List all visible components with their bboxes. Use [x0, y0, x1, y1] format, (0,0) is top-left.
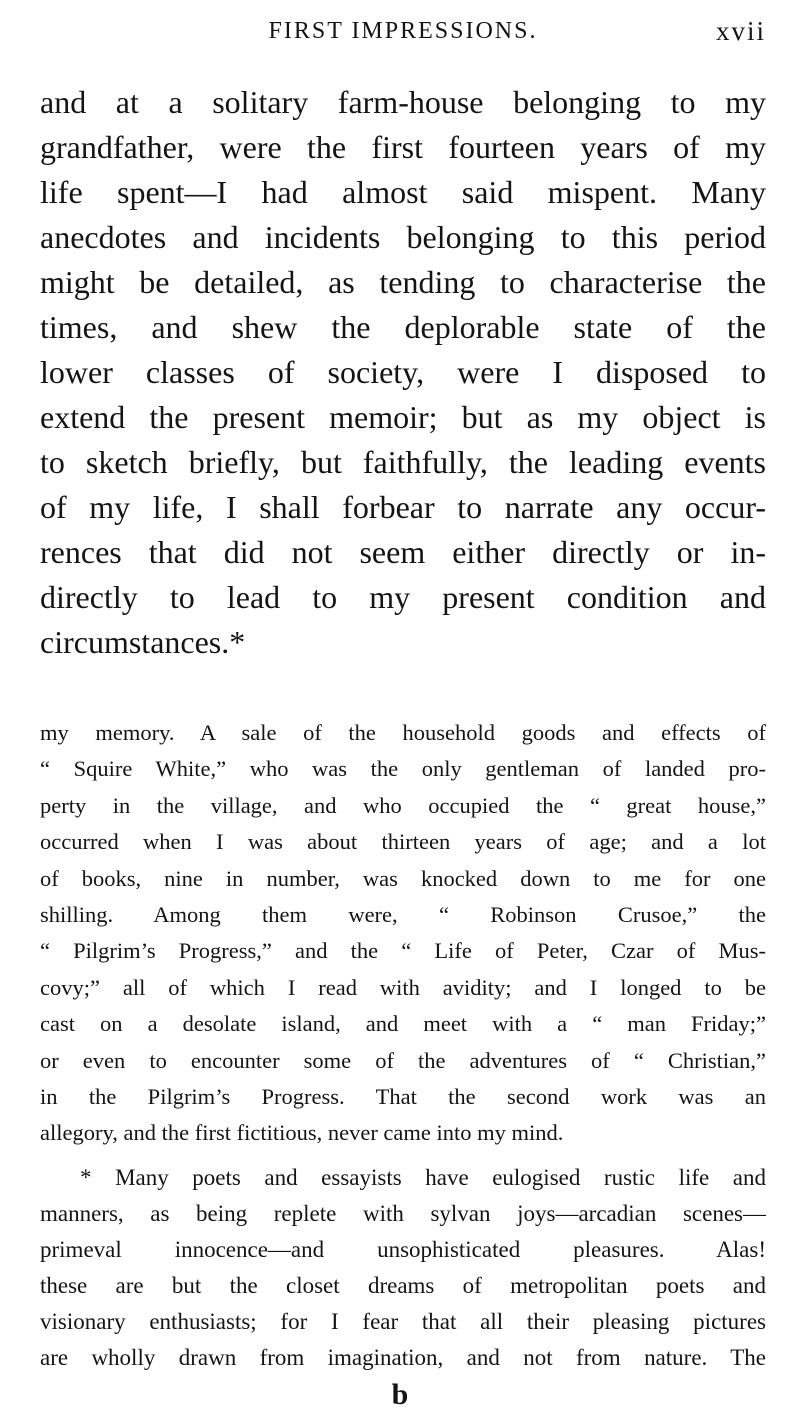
main-text-line: grandfather, were the first fourteen years of my	[40, 129, 766, 165]
footnote-continuation-line: perty in the village, and who occupied the “ great house,”	[40, 792, 766, 818]
main-text-line: lower classes of society, were I disposed to	[40, 354, 766, 390]
footnote-continuation	[40, 715, 766, 1152]
main-text-line: circumstances.*	[40, 624, 246, 660]
footnote-line: manners, as being replete with sylvan joys—arcadian scenes—	[40, 1201, 766, 1226]
main-text-line: might be detailed, as tending to characterise the	[40, 264, 766, 300]
page-number: xvii	[715, 16, 766, 46]
main-text-line: extend the present memoir; but as my object is	[40, 399, 766, 435]
footnote-line: visionary enthusiasts; for I fear that all their pleasing pictures	[40, 1309, 766, 1334]
footnote-continuation-line: “ Squire White,” who was the only gentleman of landed pro-	[40, 756, 766, 782]
footnote-line: * Many poets and essayists have eulogised rustic life and	[80, 1165, 766, 1190]
main-text-line: life spent—I had almost said mispent. Many	[40, 174, 766, 210]
main-text-line: directly to lead to my present condition and	[40, 579, 766, 615]
footnote-continuation-line: in the Pilgrim’s Progress. That the second work was an	[40, 1083, 766, 1109]
footnote-continuation-line: occurred when I was about thirteen years of age; and a lot	[40, 829, 766, 855]
footnote-continuation-line: covy;” all of which I read with avidity; and I longed to be	[40, 974, 766, 1000]
footnote-line: these are but the closet dreams of metropolitan poets and	[40, 1273, 766, 1298]
main-text-line: anecdotes and incidents belonging to this period	[40, 219, 766, 255]
footnote-continuation-line: “ Pilgrim’s Progress,” and the “ Life of Peter, Czar of Mus-	[40, 938, 766, 964]
footnote-continuation-line: cast on a desolate island, and meet with a “ man Friday;”	[40, 1011, 766, 1037]
main-text-line: rences that did not seem either directly or in-	[40, 534, 766, 570]
signature-mark: b	[391, 1378, 409, 1411]
main-text	[40, 80, 766, 665]
main-text-line: to sketch briefly, but faithfully, the leading events	[40, 444, 766, 480]
footnote-continuation-line: of books, nine in number, was knocked down to me for one	[40, 865, 766, 891]
footnote	[40, 1160, 766, 1376]
footnote-continuation-line: allegory, and the first fictitious, never came into my mind.	[40, 1120, 564, 1146]
running-head: FIRST IMPRESSIONS.	[268, 18, 538, 44]
page-header	[40, 14, 766, 54]
footnote-continuation-line: shilling. Among them were, “ Robinson Crusoe,” the	[40, 901, 766, 927]
footnote-continuation-line: my memory. A sale of the household goods and effects of	[40, 720, 766, 745]
footnote-line: are wholly drawn from imagination, and not from nature. The	[40, 1345, 766, 1370]
footnote-line: primeval innocence—and unsophisticated pleasures. Alas!	[40, 1237, 766, 1262]
main-text-line: of my life, I shall forbear to narrate any occur-	[40, 489, 766, 525]
footnote-continuation-line: or even to encounter some of the adventures of “ Christian,”	[40, 1047, 766, 1073]
main-text-line: and at a solitary farm-house belonging to my	[40, 84, 766, 120]
main-text-line: times, and shew the deplorable state of the	[40, 309, 766, 345]
